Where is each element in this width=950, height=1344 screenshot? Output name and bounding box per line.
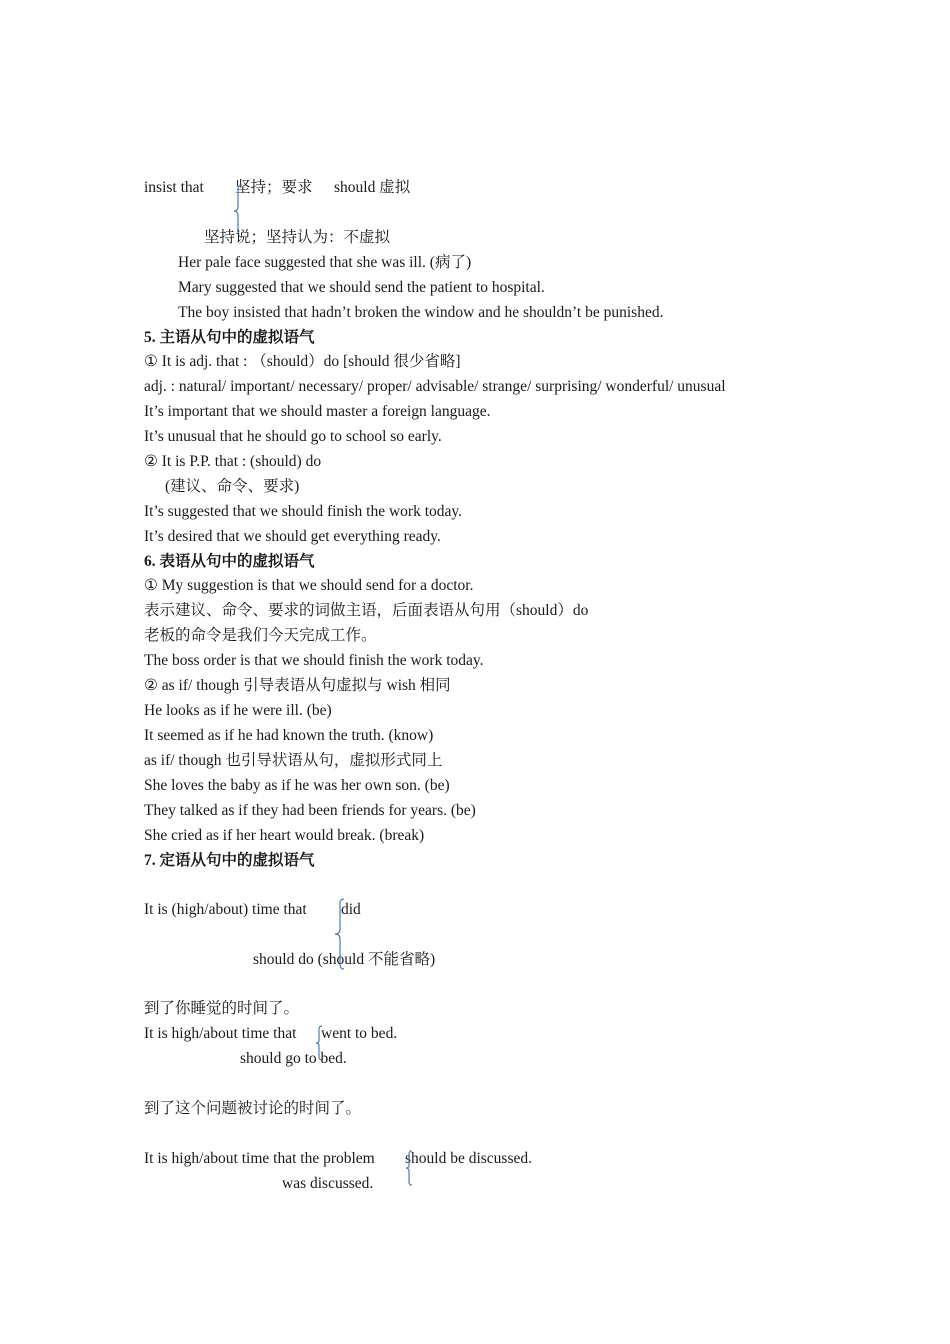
text-line: ① My suggestion is that we should send for a doctor. [144, 577, 474, 594]
text-line: (建议、命令、要求) [165, 478, 300, 495]
text-line: should be discussed. [405, 1150, 533, 1167]
text-line: It is (high/about) time that [144, 901, 307, 918]
text-line: She loves the baby as if he was her own son. (be) [144, 777, 450, 794]
text-line: Mary suggested that we should send the patient to hospital. [178, 279, 545, 296]
text-line: It is high/about time that the problem [144, 1150, 375, 1167]
text-line: It’s suggested that we should finish the work today. [144, 503, 462, 520]
section-heading: 7. 定语从句中的虚拟语气 [144, 852, 315, 869]
text-line: They talked as if they had been friends for years. (be) [144, 802, 476, 819]
text-line: should go to bed. [240, 1050, 347, 1067]
text-line: ② It is P.P. that : (should) do [144, 453, 322, 470]
text-line: Her pale face suggested that she was ill. (病了) [178, 254, 472, 271]
bracket-brace [405, 1150, 413, 1186]
text-line: It’s unusual that he should go to school so early. [144, 428, 442, 445]
text-line: ① It is adj. that : （should）do [should 很少省略] [144, 353, 461, 370]
text-line: The boy insisted that hadn’t broken the window and he shouldn’t be punished. [178, 304, 664, 321]
text-line: It seemed as if he had known the truth. (know) [144, 727, 434, 744]
text-line: It’s desired that we should get everything ready. [144, 528, 441, 545]
text-line: The boss order is that we should finish the work today. [144, 652, 484, 669]
text-line: 到了这个问题被讨论的时间了。 [144, 1100, 362, 1117]
text-line: She cried as if her heart would break. (break) [144, 827, 425, 844]
text-line: He looks as if he were ill. (be) [144, 702, 332, 719]
text-line: as if/ though 也引导状语从句，虚拟形式同上 [144, 752, 443, 769]
text-line: 老板的命令是我们今天完成工作。 [144, 627, 377, 644]
text-line: It’s important that we should master a foreign language. [144, 403, 491, 420]
text-line: 坚持说；坚持认为：不虚拟 [204, 229, 391, 246]
section-heading: 6. 表语从句中的虚拟语气 [144, 553, 315, 570]
text-line: insist that [144, 179, 204, 196]
text-line: It is high/about time that [144, 1025, 297, 1042]
text-line: 坚持；要求 [235, 179, 313, 196]
text-line: was discussed. [282, 1175, 374, 1192]
text-line: ② as if/ though 引导表语从句虚拟与 wish 相同 [144, 677, 451, 694]
text-line: 到了你睡觉的时间了。 [144, 1000, 300, 1017]
section-heading: 5. 主语从句中的虚拟语气 [144, 329, 315, 346]
text-line: should do (should 不能省略) [253, 951, 436, 968]
text-line: 表示建议、命令、要求的词做主语，后面表语从句用（should）do [144, 602, 589, 619]
text-line: did [341, 901, 361, 918]
text-line: adj. : natural/ important/ necessary/ proper/ advisable/ strange/ surprising/ wonderful/ unusual [144, 378, 726, 395]
text-line: should 虚拟 [334, 179, 411, 196]
text-line: went to bed. [321, 1025, 398, 1042]
